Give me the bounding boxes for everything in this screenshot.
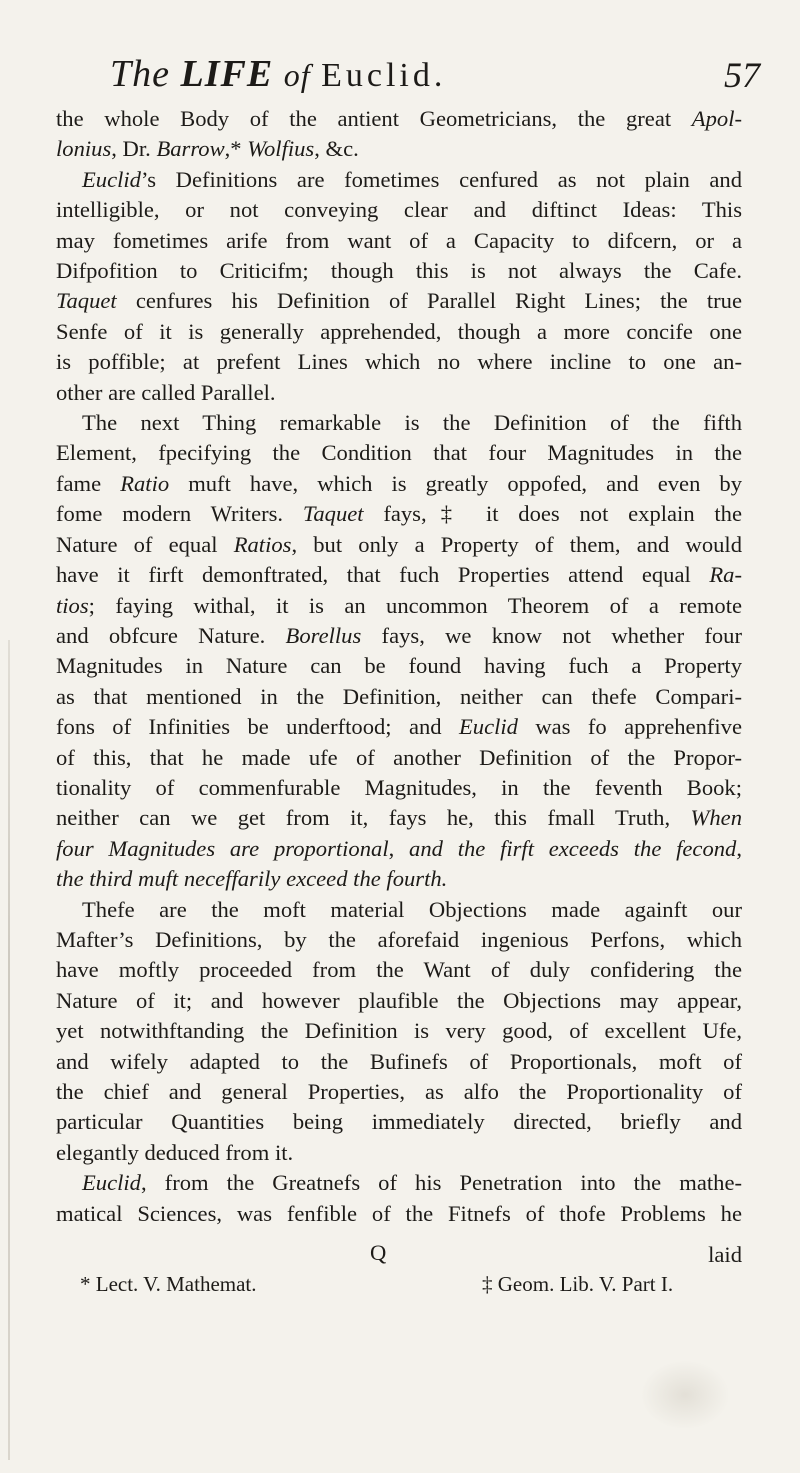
text-run: Element, fpecifying the Condition that four Magnitudes in the [56, 440, 742, 466]
catch-row [56, 1242, 742, 1272]
catchword: laid [708, 1242, 742, 1267]
text-run: fays, we know not whether four [361, 622, 743, 648]
text-run: , but only a Property of them, and would [291, 531, 742, 557]
text-line [56, 347, 742, 377]
italic-text: and the firft exceeds the fecond [409, 835, 737, 861]
italic-text: Barrow [156, 136, 225, 162]
text-run: Magnitudes in Nature can be found having fuch a Property [56, 653, 742, 679]
italic-text: Ratio [120, 470, 170, 496]
text-run: tionality of commenfurable Magnitudes, in the feventh Book; [56, 774, 742, 800]
title-the: The [110, 53, 170, 95]
text-run: fome modern Writers. [56, 501, 303, 527]
page-number: 57 [724, 55, 760, 95]
text-line [56, 1168, 742, 1198]
text-run: of this, that he made ufe of another Definition of the Propor- [56, 744, 742, 770]
italic-text: lonius [56, 136, 112, 162]
text-line [56, 134, 742, 164]
text-run: ,* [224, 136, 248, 162]
text-line [56, 438, 742, 468]
text-line [56, 651, 742, 681]
text-line [56, 1047, 742, 1077]
text-run: fons of Infinities be underftood; and [56, 714, 459, 740]
text-line [56, 1107, 742, 1137]
text-run: particular Quantities being immediately directed, briefly and [56, 1109, 742, 1135]
italic-text: Wolfius [247, 136, 315, 162]
text-line [56, 682, 742, 712]
text-run: and obfcure Nature. [56, 622, 286, 648]
paper-stain [640, 1360, 730, 1430]
text-line [56, 195, 742, 225]
text-run: Difpofition to Criticifm; though this is not always the Cafe. [56, 258, 742, 284]
text-line [56, 925, 742, 955]
italic-text: Taquet [302, 501, 364, 527]
text-line [56, 743, 742, 773]
text-run: , [388, 835, 410, 861]
text-run: intelligible, or not conveying clear and diftinct Ideas: This [56, 197, 742, 223]
text-line [56, 591, 742, 621]
footnotes [80, 1272, 720, 1302]
text-line [56, 104, 742, 134]
text-line [56, 560, 742, 590]
text-line [56, 286, 742, 316]
title-life: LIFE [180, 53, 274, 95]
text-run: Nature of it; and however plaufible the Objections may appear, [56, 987, 742, 1013]
text-run: the whole Body of the antient Geometricians, the great [56, 106, 692, 131]
text-run: elegantly deduced from it. [56, 1139, 294, 1165]
title-of: of [283, 57, 311, 93]
text-line [56, 986, 742, 1016]
italic-text: Ra- [709, 562, 742, 588]
running-title [110, 52, 446, 96]
text-run: Thefe are the moft material Objections made againft our [82, 896, 742, 922]
text-line [56, 226, 742, 256]
text-run: have it firft demonftrated, that fuch Properties attend equal [56, 562, 710, 588]
text-run: is poffible; at prefent Lines which no where incline to one an- [56, 349, 742, 375]
text-line [56, 834, 742, 864]
footnote-right: ‡ Geom. Lib. V. Part I. [482, 1272, 674, 1296]
running-header [110, 52, 760, 102]
italic-text: Apol- [691, 106, 742, 131]
text-run: may fometimes arife from want of a Capacity to difcern, or a [56, 227, 742, 253]
italic-text: Borellus [285, 622, 362, 648]
italic-text: tios [56, 592, 89, 618]
italic-text: Taquet [56, 288, 117, 314]
text-line [56, 469, 742, 499]
text-run: and wifely adapted to the Bufinefs of Proportionals, moft of [56, 1048, 742, 1074]
text-line [56, 621, 742, 651]
text-run: was fo apprehenfive [517, 714, 742, 740]
italic-text: Euclid [458, 714, 518, 740]
text-line [56, 378, 742, 408]
italic-text: four Magnitudes are proportional [56, 835, 389, 861]
italic-text: Euclid [82, 166, 141, 192]
text-line [56, 256, 742, 286]
text-run: cenfures his Definition of Parallel Right Lines; the true [116, 288, 742, 314]
text-line [56, 773, 742, 803]
text-line [56, 1077, 742, 1107]
footnote-left: * Lect. V. Mathemat. [80, 1272, 257, 1296]
text-run: Nature of equal [56, 531, 234, 557]
text-line [56, 530, 742, 560]
text-line [56, 803, 742, 833]
text-line [56, 895, 742, 925]
text-run: Mafter’s Definitions, by the aforefaid ingenious Perfons, which [56, 926, 742, 952]
text-line [56, 1138, 742, 1168]
text-line [56, 864, 742, 894]
text-line [56, 165, 742, 195]
italic-text: Euclid [82, 1170, 141, 1196]
text-line [56, 1016, 742, 1046]
text-run: fame [56, 470, 121, 496]
text-run: have moftly proceeded from the Want of duly confidering the [56, 957, 742, 983]
text-run: other are called Parallel. [56, 379, 276, 405]
text-run: muft have, which is greatly oppofed, and even by [169, 470, 743, 496]
text-run: , [736, 835, 742, 861]
text-run: , from the Greatnefs of his Penetration into the mathe- [140, 1170, 742, 1196]
signature-mark: Q [370, 1240, 387, 1265]
text-run: as that mentioned in the Definition, neither can thefe Compari- [56, 683, 742, 709]
title-euclid: Euclid. [321, 57, 447, 94]
text-run: Senfe of it is generally apprehended, though a more concife one [56, 318, 742, 344]
text-line [56, 955, 742, 985]
page-edge-shadow [8, 640, 10, 1460]
text-run: The next Thing remarkable is the Definition of the fifth [82, 410, 742, 436]
text-run: ’s Definitions are fometimes cenfured as not plain and [140, 166, 742, 192]
text-run: , &c. [314, 136, 359, 162]
text-run: , Dr. [111, 136, 157, 162]
text-line [56, 1199, 742, 1229]
italic-text: the third muft neceffarily exceed the fourth. [56, 866, 448, 892]
italic-text: When [690, 805, 742, 831]
body-text [56, 104, 742, 1229]
text-run: matical Sciences, was fenfible of the Fitnefs of thofe Problems he [56, 1200, 742, 1226]
text-line [56, 408, 742, 438]
text-run: fays,‡ it does not explain the [363, 501, 743, 527]
text-run: yet notwithftanding the Definition is very good, of excellent Ufe, [56, 1018, 742, 1044]
text-line [56, 712, 742, 742]
italic-text: Ratios [233, 531, 292, 557]
text-run: the chief and general Properties, as alfo the Proportionality of [56, 1079, 742, 1104]
text-line [56, 317, 742, 347]
text-line [56, 499, 742, 529]
text-run: neither can we get from it, fays he, this fmall Truth, [56, 805, 691, 831]
text-run: ; faying withal, it is an uncommon Theorem of a remote [88, 592, 742, 618]
